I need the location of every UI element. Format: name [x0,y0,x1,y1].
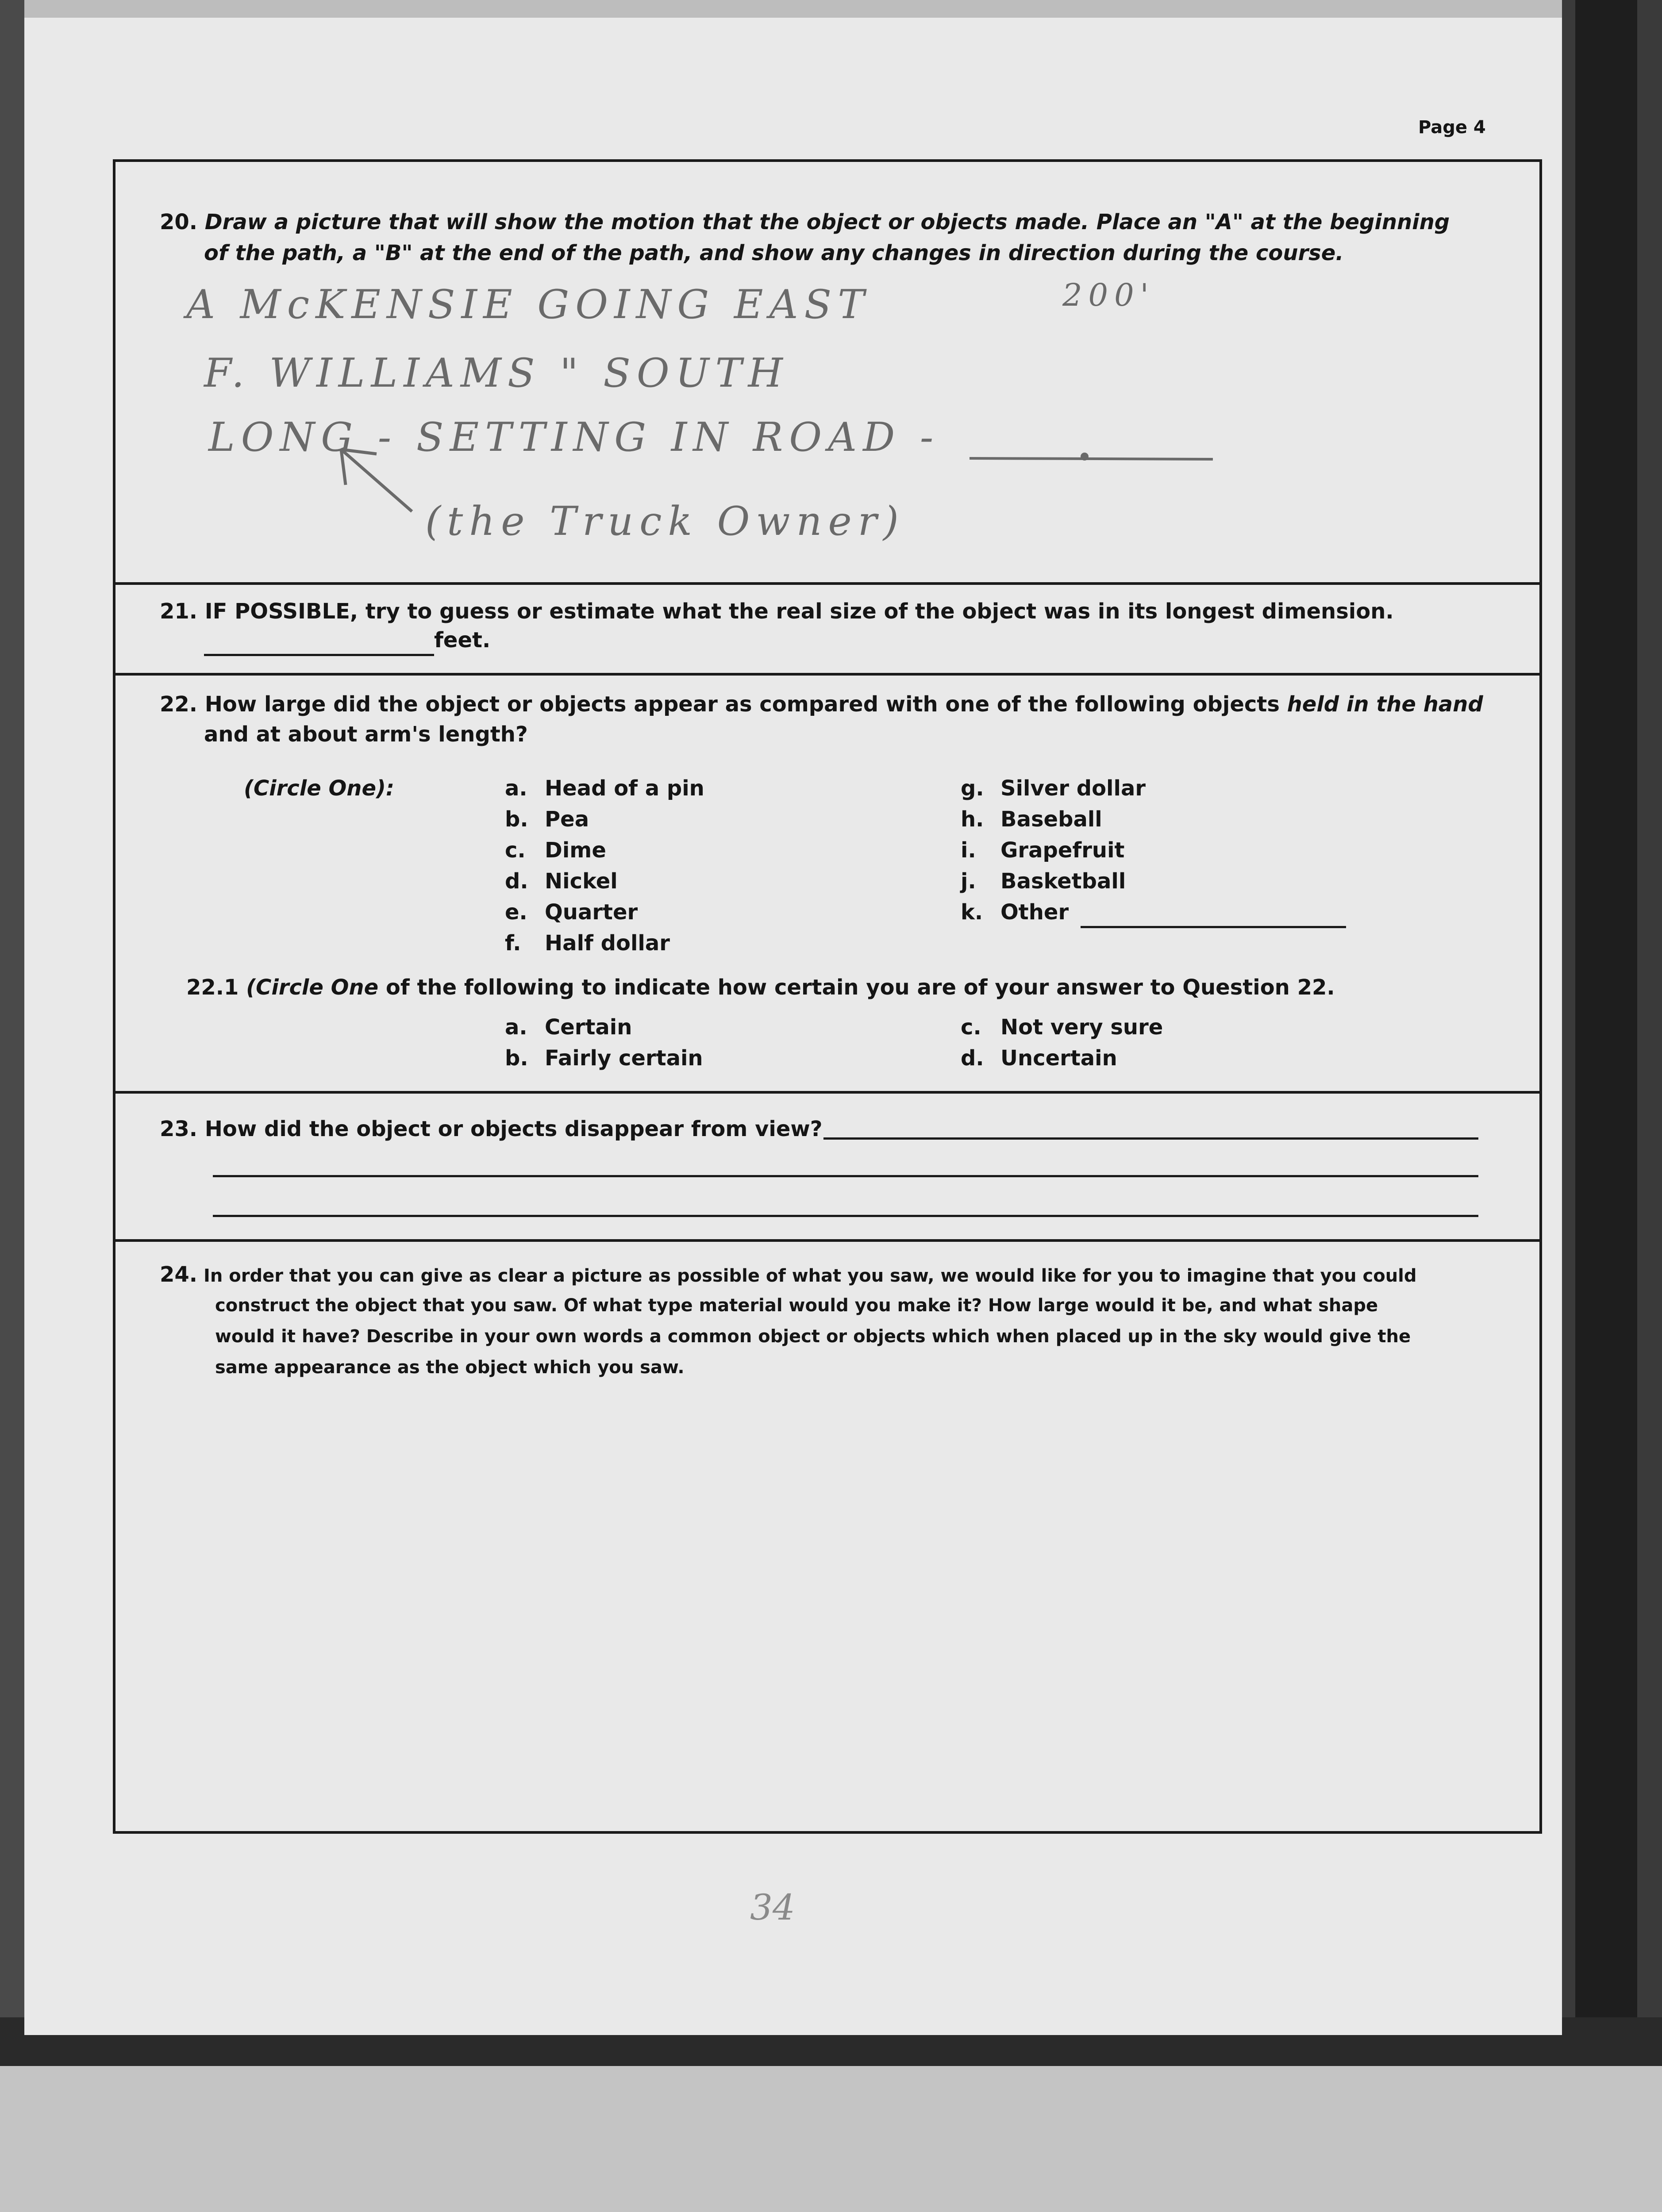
question-20 [160,206,1450,238]
divider [115,673,1539,676]
page-number: Page 4 [1418,117,1486,138]
question-21 [160,595,1394,627]
question-20-line2 [204,237,1344,269]
question-text: IF POSSIBLE, try to guess or estimate what the real size of the object was in its longest dimension. [204,599,1394,624]
option-g[interactable]: g. Silver dollar [961,776,1146,801]
question-text: Draw a picture that will show the motion that the object or objects made. Place an "A" at the beginning [204,210,1450,234]
answer-line[interactable] [213,1175,1478,1177]
question-text: and at about arm's length? [204,722,528,747]
question-22-1 [186,972,1335,1003]
question-number: 22. [160,692,198,717]
option-j[interactable]: j. Basketball [961,869,1126,894]
option-not-very-sure[interactable]: c. Not very sure [961,1015,1163,1040]
handwriting-line: A McKENSIE GOING EAST [186,281,871,328]
question-text-emphasis: (Circle One [246,975,379,1000]
size-answer [204,624,490,656]
divider [115,1239,1539,1242]
question-23 [160,1113,823,1145]
question-text: of the following to indicate how certain you are of your answer to Question 22. [385,975,1335,1000]
size-unit: feet. [434,628,491,653]
handwriting-note: 200' [1062,277,1155,313]
circle-instruction: (Circle One): [244,776,395,801]
question-24-line: same appearance as the object which you saw. [215,1357,685,1378]
other-field[interactable] [1081,904,1346,928]
scan-background [0,2066,1662,2212]
description-area[interactable] [160,1401,1487,1799]
divider [115,582,1539,585]
option-b[interactable]: b. Pea [505,807,589,832]
question-number: 22.1 [186,975,239,1000]
question-22-line2 [204,718,528,750]
questionnaire-box [113,159,1542,1834]
question-text: of the path, a "B" at the end of the path, and show any changes in direction during the course. [204,241,1344,265]
option-uncertain[interactable]: d. Uncertain [961,1046,1117,1071]
option-i[interactable]: i. Grapefruit [961,838,1125,863]
question-text: How large did the object or objects appear as compared with one of the following objects [204,692,1280,717]
path-sketch [965,432,1217,467]
option-a[interactable]: a. Head of a pin [505,776,704,801]
handwriting-line: LONG - SETTING IN ROAD - [208,414,940,461]
question-text: In order that you can give as clear a picture as possible of what you saw, we would like for you to imagine that you could [203,1266,1417,1286]
question-number: 24. [160,1262,198,1287]
form-page [24,18,1562,2035]
option-c[interactable]: c. Dime [505,838,606,863]
question-number: 21. [160,599,198,624]
answer-line[interactable] [213,1215,1478,1217]
option-h[interactable]: h. Baseball [961,807,1102,832]
handwriting-line: (the Truck Owner) [425,498,905,545]
option-f[interactable]: f. Half dollar [505,931,670,956]
scan-edge-left [0,0,24,2057]
answer-line[interactable] [823,1137,1478,1140]
handwritten-page-number: 34 [750,1887,795,1928]
divider [115,1091,1539,1094]
question-24-line: construct the object that you saw. Of what type material would you make it? How large would it be, and what shape [215,1295,1378,1316]
option-e[interactable]: e. Quarter [505,900,638,925]
question-text-emphasis: held in the hand [1287,692,1483,717]
handwriting-line: F. WILLIAMS " SOUTH [204,350,789,396]
question-24-line: would it have? Describe in your own words a common object or objects which when placed up in the sky would give the [215,1326,1411,1347]
question-24 [160,1259,1417,1291]
question-number: 20. [160,210,198,234]
option-fairly-certain[interactable]: b. Fairly certain [505,1046,703,1071]
scan-edge-right-dark [1575,0,1637,2057]
size-field[interactable] [204,627,434,656]
option-certain[interactable]: a. Certain [505,1015,632,1040]
question-22 [160,688,1483,720]
arrow-sketch [323,436,421,516]
option-k[interactable]: k. Other [961,896,1346,928]
question-text: How did the object or objects disappear from view? [204,1117,823,1141]
option-d[interactable]: d. Nickel [505,869,618,894]
question-number: 23. [160,1117,198,1141]
